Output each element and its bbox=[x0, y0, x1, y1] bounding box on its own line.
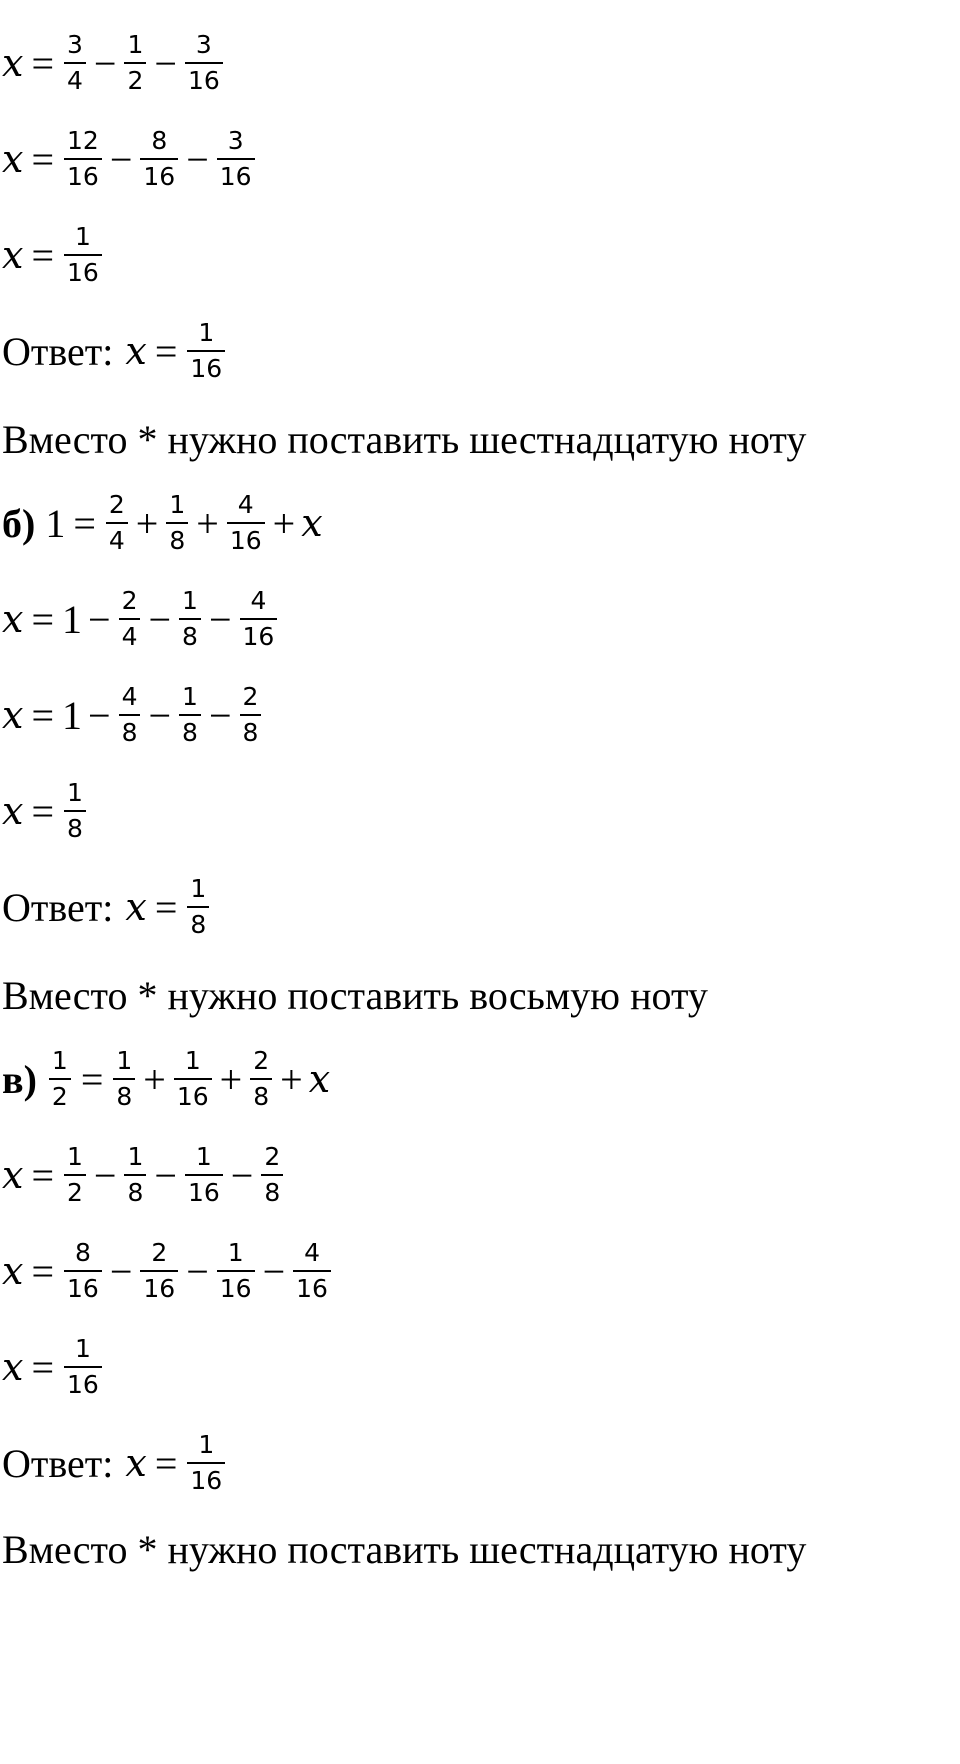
fraction-bar bbox=[49, 1078, 71, 1081]
fraction-bar bbox=[187, 906, 209, 909]
minus-sign: − bbox=[186, 1248, 209, 1294]
fraction-bar bbox=[217, 158, 255, 161]
numerator: 1 bbox=[198, 317, 215, 347]
numerator: 2 bbox=[253, 1045, 270, 1075]
denominator: 16 bbox=[67, 258, 99, 288]
numerator: 1 bbox=[190, 873, 207, 903]
fraction bbox=[64, 778, 86, 845]
minus-sign: − bbox=[262, 1248, 286, 1294]
fraction bbox=[261, 1142, 283, 1209]
fraction bbox=[124, 30, 146, 97]
variable-x: x bbox=[2, 233, 24, 277]
fraction-bar bbox=[140, 1270, 178, 1273]
fraction-bar bbox=[227, 522, 265, 525]
equation-line-14 bbox=[2, 1226, 333, 1316]
equals-sign: = bbox=[31, 40, 54, 86]
equals-sign: = bbox=[31, 692, 54, 738]
fraction-bar bbox=[140, 158, 178, 161]
equals-sign: = bbox=[154, 884, 178, 930]
denominator: 8 bbox=[253, 1082, 270, 1112]
fraction-bar bbox=[185, 62, 223, 65]
equals-sign: = bbox=[73, 500, 96, 546]
numerator: 1 bbox=[67, 1141, 83, 1171]
fraction-bar bbox=[119, 714, 141, 717]
plus-sign: + bbox=[143, 1056, 166, 1102]
denominator: 16 bbox=[296, 1274, 328, 1304]
variable-x: x bbox=[125, 1441, 147, 1485]
equals-sign: = bbox=[31, 232, 54, 278]
fraction-bar bbox=[119, 618, 141, 621]
numerator: 1 bbox=[74, 1333, 91, 1363]
equals-sign: = bbox=[154, 1440, 178, 1486]
denominator: 8 bbox=[264, 1178, 281, 1208]
conclusion-text-a bbox=[2, 394, 806, 484]
equation-line-1 bbox=[2, 18, 225, 108]
denominator: 2 bbox=[51, 1082, 68, 1112]
equals-sign: = bbox=[80, 1056, 104, 1102]
conclusion-text-c bbox=[2, 1504, 806, 1594]
variable-x: x bbox=[2, 1153, 24, 1197]
fraction-bar bbox=[124, 62, 146, 65]
minus-sign: − bbox=[148, 596, 172, 642]
plus-sign: + bbox=[272, 500, 296, 546]
fraction-bar bbox=[106, 522, 128, 525]
denominator: 16 bbox=[190, 354, 223, 384]
equals-sign: = bbox=[31, 1248, 54, 1294]
fraction-bar bbox=[64, 1270, 102, 1273]
numerator: 1 bbox=[195, 1141, 212, 1171]
numerator: 2 bbox=[151, 1237, 168, 1267]
minus-sign: − bbox=[230, 1152, 254, 1198]
fraction-bar bbox=[187, 1462, 225, 1465]
denominator: 8 bbox=[190, 910, 207, 940]
numerator: 1 bbox=[127, 29, 144, 59]
fraction-bar bbox=[179, 714, 201, 717]
denominator: 8 bbox=[182, 622, 198, 652]
numerator: 1 bbox=[184, 1045, 201, 1075]
variable-x: x bbox=[2, 597, 24, 641]
fraction-bar bbox=[64, 1174, 86, 1177]
numerator: 1 bbox=[116, 1045, 133, 1075]
denominator: 16 bbox=[67, 1274, 99, 1304]
minus-sign: − bbox=[154, 40, 177, 86]
plus-sign: + bbox=[280, 1056, 303, 1102]
fraction bbox=[113, 1046, 135, 1113]
variable-x: x bbox=[308, 1057, 331, 1101]
conclusion-text: Вместо * нужно поставить шестнадцатую ноту bbox=[2, 1526, 807, 1572]
fraction-bar bbox=[261, 1174, 283, 1177]
minus-sign: − bbox=[186, 136, 209, 182]
fraction-bar bbox=[179, 618, 201, 621]
equals-sign: = bbox=[31, 1344, 54, 1390]
equation-line-3 bbox=[2, 210, 104, 300]
denominator: 4 bbox=[67, 66, 83, 96]
fraction bbox=[64, 1142, 86, 1209]
fraction bbox=[179, 682, 201, 749]
minus-sign: − bbox=[93, 1152, 117, 1198]
fraction bbox=[106, 490, 128, 557]
fraction bbox=[185, 1142, 223, 1209]
answer-line-a bbox=[2, 306, 227, 396]
numerator: 3 bbox=[67, 29, 83, 59]
fraction bbox=[64, 222, 102, 289]
fraction-bar bbox=[64, 1366, 102, 1369]
fraction bbox=[166, 490, 188, 557]
numerator: 4 bbox=[237, 489, 254, 519]
minus-sign: − bbox=[208, 596, 232, 642]
fraction bbox=[179, 586, 201, 653]
numerator: 8 bbox=[151, 125, 168, 155]
equals-sign: = bbox=[154, 328, 178, 374]
fraction-bar bbox=[187, 350, 225, 353]
answer-prefix: Ответ: bbox=[2, 884, 114, 930]
denominator: 16 bbox=[143, 162, 176, 192]
equation-line-c bbox=[2, 1034, 330, 1124]
variable-x: x bbox=[125, 885, 147, 929]
numerator: 1 bbox=[169, 489, 186, 519]
denominator: 8 bbox=[169, 526, 186, 556]
fraction-bar bbox=[64, 62, 86, 65]
denominator: 16 bbox=[219, 1274, 252, 1304]
numerator: 1 bbox=[182, 681, 198, 711]
denominator: 16 bbox=[187, 1178, 220, 1208]
numerator: 8 bbox=[74, 1237, 91, 1267]
fraction-bar bbox=[250, 1078, 272, 1081]
fraction bbox=[293, 1238, 331, 1305]
numerator: 2 bbox=[108, 489, 125, 519]
denominator: 16 bbox=[67, 162, 99, 192]
variable-x: x bbox=[2, 1249, 24, 1293]
fraction bbox=[119, 586, 141, 653]
denominator: 16 bbox=[176, 1082, 209, 1112]
denominator: 4 bbox=[121, 622, 138, 652]
numerator: 1 bbox=[51, 1045, 68, 1075]
fraction bbox=[217, 1238, 255, 1305]
numerator: 2 bbox=[242, 681, 259, 711]
fraction bbox=[227, 490, 265, 557]
variable-x: x bbox=[2, 693, 24, 737]
fraction bbox=[240, 682, 262, 749]
fraction bbox=[49, 1046, 71, 1113]
numerator: 1 bbox=[198, 1429, 215, 1459]
variable-x: x bbox=[2, 137, 24, 181]
fraction-bar bbox=[124, 1174, 146, 1177]
denominator: 8 bbox=[121, 718, 138, 748]
fraction-bar bbox=[185, 1174, 223, 1177]
fraction bbox=[185, 30, 223, 97]
fraction bbox=[240, 586, 278, 653]
numerator: 4 bbox=[121, 681, 138, 711]
minus-sign: − bbox=[88, 596, 111, 642]
minus-sign: − bbox=[93, 40, 117, 86]
fraction bbox=[174, 1046, 212, 1113]
fraction bbox=[64, 1238, 102, 1305]
fraction-bar bbox=[113, 1078, 135, 1081]
answer-line-c bbox=[2, 1418, 227, 1508]
equation-line-8 bbox=[2, 670, 263, 760]
minus-sign: − bbox=[109, 1248, 133, 1294]
numerator: 12 bbox=[67, 125, 99, 155]
fraction-bar bbox=[64, 254, 102, 257]
equals-sign: = bbox=[31, 1152, 54, 1198]
part-label-c: в) bbox=[2, 1056, 37, 1102]
numerator: 1 bbox=[67, 777, 83, 807]
number-one: 1 bbox=[45, 500, 66, 546]
denominator: 2 bbox=[67, 1178, 83, 1208]
numerator: 1 bbox=[127, 1141, 144, 1171]
equals-sign: = bbox=[31, 136, 54, 182]
conclusion-text: Вместо * нужно поставить восьмую ноту bbox=[2, 972, 708, 1018]
denominator: 16 bbox=[67, 1370, 99, 1400]
fraction bbox=[187, 1430, 225, 1497]
denominator: 16 bbox=[143, 1274, 176, 1304]
numerator: 1 bbox=[182, 585, 198, 615]
denominator: 16 bbox=[242, 622, 275, 652]
numerator: 3 bbox=[195, 29, 212, 59]
fraction bbox=[64, 126, 102, 193]
fraction-bar bbox=[174, 1078, 212, 1081]
denominator: 8 bbox=[127, 1178, 144, 1208]
plus-sign: + bbox=[135, 500, 159, 546]
fraction bbox=[250, 1046, 272, 1113]
variable-x: x bbox=[2, 41, 24, 85]
answer-prefix: Ответ: bbox=[2, 328, 114, 374]
fraction bbox=[140, 1238, 178, 1305]
fraction-bar bbox=[64, 810, 86, 813]
numerator: 2 bbox=[121, 585, 138, 615]
numerator: 4 bbox=[250, 585, 267, 615]
denominator: 8 bbox=[242, 718, 259, 748]
fraction bbox=[187, 318, 225, 385]
numerator: 4 bbox=[304, 1237, 320, 1267]
answer-prefix: Ответ: bbox=[2, 1440, 114, 1486]
number-one: 1 bbox=[62, 596, 82, 642]
fraction bbox=[64, 30, 86, 97]
equals-sign: = bbox=[31, 788, 54, 834]
denominator: 8 bbox=[116, 1082, 133, 1112]
equals-sign: = bbox=[31, 596, 54, 642]
fraction-bar bbox=[217, 1270, 255, 1273]
numerator: 3 bbox=[227, 125, 244, 155]
denominator: 2 bbox=[127, 66, 144, 96]
denominator: 8 bbox=[182, 718, 198, 748]
equation-line-15 bbox=[2, 1322, 104, 1412]
numerator: 2 bbox=[264, 1141, 281, 1171]
minus-sign: − bbox=[208, 692, 232, 738]
minus-sign: − bbox=[109, 136, 133, 182]
equation-line-9 bbox=[2, 766, 88, 856]
denominator: 4 bbox=[108, 526, 125, 556]
conclusion-text: Вместо * нужно поставить шестнадцатую ноту bbox=[2, 416, 807, 462]
number-one: 1 bbox=[62, 692, 82, 738]
equation-line-13 bbox=[2, 1130, 285, 1220]
fraction-bar bbox=[166, 522, 188, 525]
plus-sign: + bbox=[196, 500, 219, 546]
variable-x: x bbox=[2, 789, 24, 833]
minus-sign: − bbox=[148, 692, 172, 738]
denominator: 16 bbox=[190, 1466, 223, 1496]
numerator: 1 bbox=[74, 221, 91, 251]
numerator: 1 bbox=[227, 1237, 244, 1267]
fraction-bar bbox=[293, 1270, 331, 1273]
fraction-bar bbox=[64, 158, 102, 161]
minus-sign: − bbox=[88, 692, 111, 738]
denominator: 16 bbox=[219, 162, 252, 192]
equation-line-2 bbox=[2, 114, 257, 204]
conclusion-text-b bbox=[2, 950, 708, 1040]
minus-sign: − bbox=[154, 1152, 177, 1198]
answer-line-b bbox=[2, 862, 211, 952]
fraction bbox=[140, 126, 178, 193]
plus-sign: + bbox=[219, 1056, 243, 1102]
fraction bbox=[217, 126, 255, 193]
fraction-bar bbox=[240, 714, 262, 717]
fraction bbox=[124, 1142, 146, 1209]
denominator: 16 bbox=[187, 66, 220, 96]
fraction bbox=[119, 682, 141, 749]
fraction-bar bbox=[240, 618, 278, 621]
equation-line-7 bbox=[2, 574, 279, 664]
fraction bbox=[64, 1334, 102, 1401]
part-label-b: б) bbox=[2, 500, 36, 546]
equation-line-b bbox=[2, 478, 323, 568]
variable-x: x bbox=[2, 1345, 24, 1389]
denominator: 8 bbox=[67, 814, 83, 844]
variable-x: x bbox=[125, 329, 147, 373]
fraction bbox=[187, 874, 209, 941]
variable-x: x bbox=[301, 501, 323, 545]
denominator: 16 bbox=[229, 526, 262, 556]
